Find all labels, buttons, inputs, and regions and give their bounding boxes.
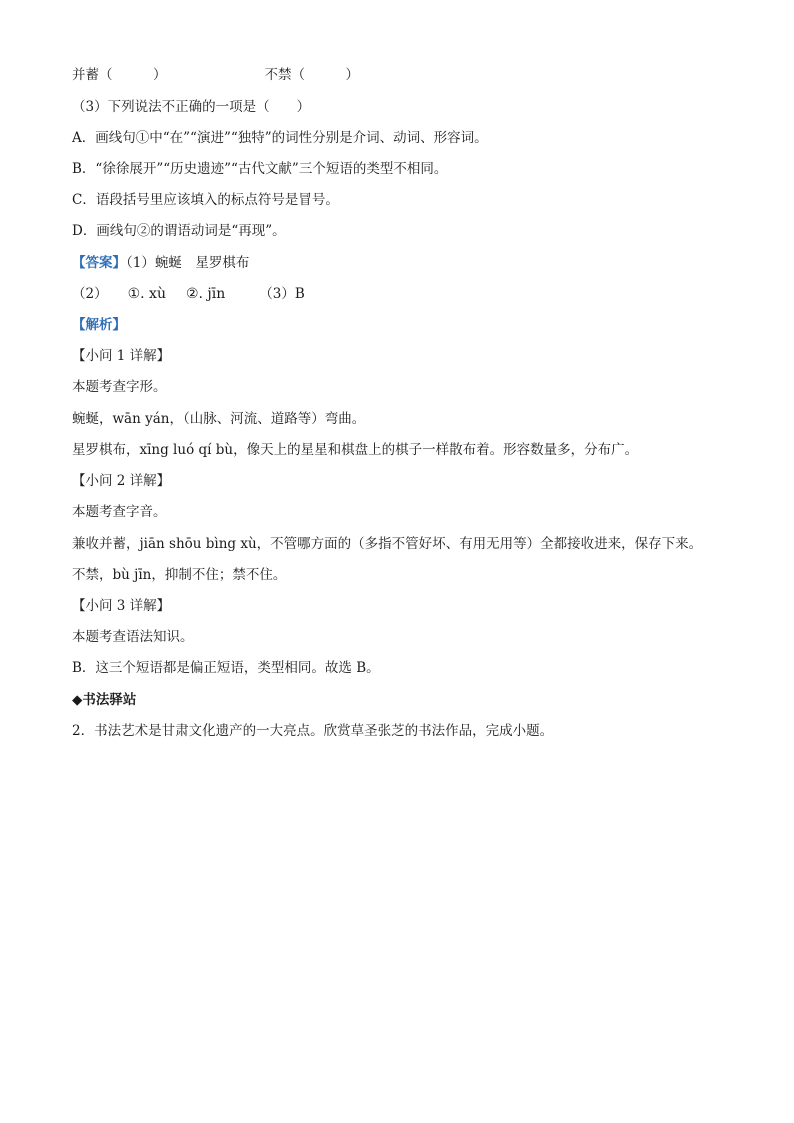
question-2: 2．书法艺术是甘肃文化遗产的一大亮点。欣赏草圣张芝的书法作品，完成小题。	[72, 723, 554, 739]
answer-line-1	[72, 254, 249, 272]
q2-detail-head: 【小问 2 详解】	[72, 473, 171, 489]
q2-detail-text-1: 本题考查字音。	[72, 504, 167, 520]
q1-detail-text-1: 本题考查字形。	[72, 379, 167, 395]
q3-detail-text-1: 本题考查语法知识。	[72, 629, 194, 645]
option-a: A．画线句①中“在”“演进”“独特”的词性分别是介词、动词、形容词。	[72, 130, 488, 146]
answer-1: （1）蜿蜒 星罗棋布	[126, 255, 250, 271]
blank-a: 并蓄（ ）	[72, 67, 167, 83]
q2-detail-text-2: 兼收并蓄，jiān shōu bìng xù，不管哪方面的（多指不管好坏、有用无用等）全都接收进来，保存下来。	[72, 536, 703, 552]
q3-detail-text-2: B．这三个短语都是偏正短语，类型相同。故选 B。	[72, 660, 380, 676]
question-3-stem: （3）下列说法不正确的一项是（ ）	[72, 99, 311, 115]
q1-detail-head: 【小问 1 详解】	[72, 348, 171, 364]
option-c: C．语段括号里应该填入的标点符号是冒号。	[72, 192, 339, 208]
analysis-label: 【解析】	[72, 317, 126, 333]
q2-detail-text-3: 不禁，bù jīn，抑制不住；禁不住。	[72, 567, 287, 583]
q1-detail-text-3: 星罗棋布，xīng luó qí bù，像天上的星星和棋盘上的棋子一样散布着。形容数量多，分布广。	[72, 442, 639, 458]
answer-2-b: ②. jīn	[185, 286, 226, 302]
option-b: B．“徐徐展开”“历史遗迹”“古代文献”三个短语的类型不相同。	[72, 161, 448, 177]
blank-b: 不禁（ ）	[264, 67, 359, 83]
answer-2-label: （2）	[72, 286, 108, 302]
answer-label: 【答案】	[72, 255, 126, 271]
answer-line-2	[72, 285, 305, 303]
section-title: ◆书法驿站	[72, 692, 137, 708]
q3-detail-head: 【小问 3 详解】	[72, 598, 171, 614]
answer-3: （3）B	[259, 286, 305, 302]
q1-detail-text-2: 蜿蜒，wān yán，（山脉、河流、道路等）弯曲。	[72, 411, 366, 427]
answer-2-a: ①. xù	[127, 286, 166, 302]
blank-line	[72, 66, 359, 84]
option-d: D．画线句②的谓语动词是“再现”。	[72, 223, 286, 239]
